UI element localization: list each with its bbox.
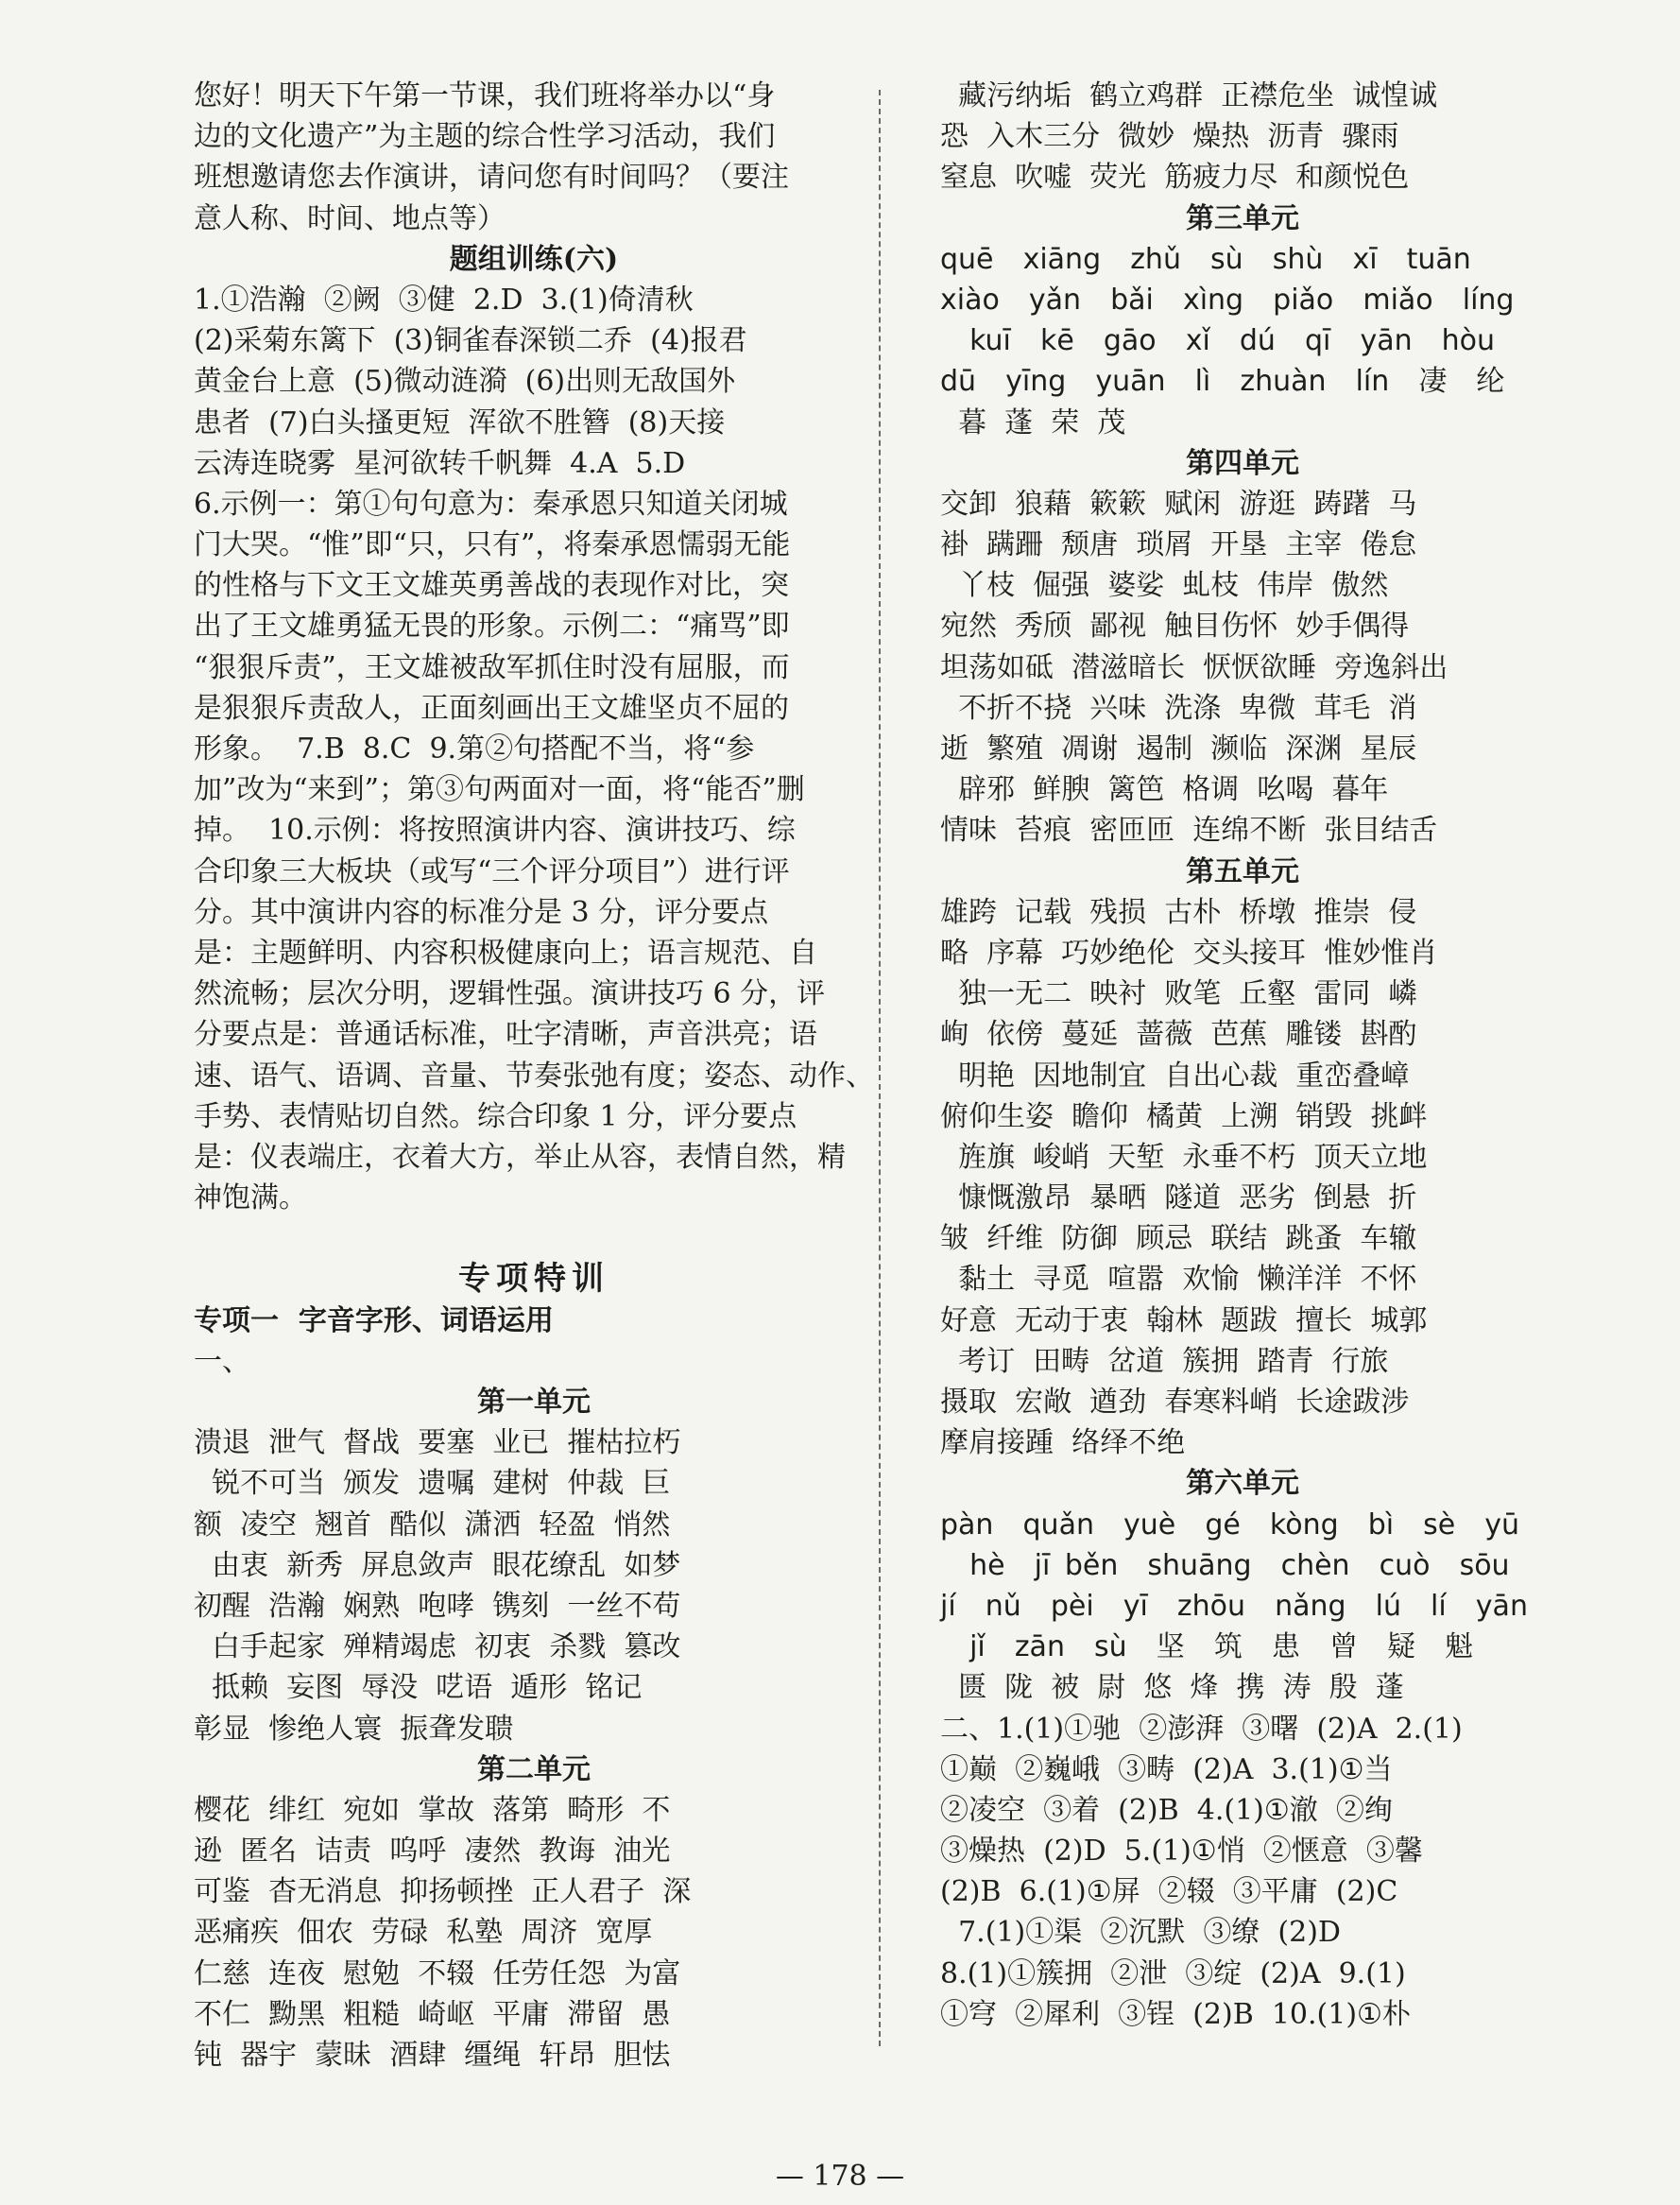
text-line: ①巅 ②巍峨 ③畴 (2)A 3.(1)①当 [940, 1752, 1393, 1786]
text-line: 由衷 新秀 屏息敛声 眼花缭乱 如梦 [194, 1548, 681, 1582]
text-line: ①穹 ②犀利 ③锃 (2)B 10.(1)①朴 [940, 1997, 1411, 2031]
section-heading: 专项特训 [458, 1260, 609, 1299]
text-line: 彰显 惨绝人寰 振聋发聩 [194, 1712, 514, 1746]
left-column [194, 76, 874, 2076]
text-line: dū yīng yuān lì zhuàn lín 凄 纶 [940, 365, 1505, 399]
text-line: 丫枝 倔强 婆娑 虬枝 伟岸 傲然 [940, 569, 1389, 603]
section-heading: 第五单元 [1186, 854, 1299, 888]
text-line: kuī kē gāo xǐ dú qī yān hòu [940, 324, 1496, 358]
text-line: 是：主题鲜明、内容积极健康向上；语言规范、自 [194, 936, 817, 970]
text-line: 一、 [194, 1344, 250, 1378]
text-line: 仁慈 连夜 慰勉 不辍 任劳任怨 为富 [194, 1956, 681, 1990]
text-line: 逊 匿名 诘责 呜呼 凄然 教诲 油光 [194, 1835, 671, 1869]
text-line: jǐ zān sù 坚 筑 患 曾 疑 魁 [940, 1630, 1474, 1664]
column-divider [879, 90, 881, 2046]
text-line: 合印象三大板块（或写“三个评分项目”）进行评 [194, 854, 790, 888]
text-line: 7.(1)①渠 ②沉默 ③缭 (2)D [940, 1916, 1341, 1950]
page-number: — 178 — [775, 2160, 905, 2193]
text-line: jí nǔ pèi yī zhōu nǎng lú lí yān [940, 1589, 1528, 1623]
text-line: 神饱满。 [194, 1181, 307, 1215]
text-line: 俯仰生姿 瞻仰 橘黄 上溯 销毁 挑衅 [940, 1099, 1428, 1133]
text-line: 皱 纤维 防御 顾忌 联结 跳蚤 车辙 [940, 1222, 1417, 1256]
text-line: 您好！明天下午第一节课，我们班将举办以“身 [194, 79, 776, 112]
text-line: 锐不可当 颁发 遗嘱 建树 仲裁 巨 [194, 1467, 671, 1501]
section-heading: 专项一 字音字形、词语运用 [194, 1303, 554, 1337]
right-column [940, 76, 1545, 2035]
text-line: 分要点是：普通话标准，吐字清晰，声音洪亮；语 [194, 1018, 817, 1052]
text-line: 匮 陇 被 尉 悠 烽 携 涛 殷 蓬 [940, 1671, 1404, 1705]
text-line: 患者 (7)白头搔更短 浑欲不胜簪 (8)天接 [194, 405, 726, 439]
text-line: 手势、表情贴切自然。综合印象 1 分，评分要点 [194, 1099, 797, 1133]
text-line: 不折不挠 兴味 洗涤 卑微 茸毛 消 [940, 691, 1417, 725]
text-line: 形象。 7.B 8.C 9.第②句搭配不当，将“参 [194, 732, 755, 766]
section-heading: 第四单元 [1186, 446, 1299, 480]
text-line: (2)采菊东篱下 (3)铜雀春深锁二乔 (4)报君 [194, 324, 747, 358]
text-line: 加”改为“来到”；第③句两面对一面，将“能否”删 [194, 773, 805, 807]
section-heading: 第一单元 [477, 1386, 591, 1419]
text-line: 峋 依傍 蔓延 蔷薇 芭蕉 雕镂 斟酌 [940, 1018, 1417, 1052]
text-line: (2)B 6.(1)①屏 ②辍 ③平庸 (2)C [940, 1875, 1398, 1909]
section-heading: 第三单元 [1186, 201, 1299, 235]
text-line: 掉。 10.示例：将按照演讲内容、演讲技巧、综 [194, 814, 796, 848]
text-line: 樱花 绯红 宛如 掌故 落第 畸形 不 [194, 1793, 671, 1827]
text-line: xiào yǎn bǎi xìng piǎo miǎo líng [940, 283, 1515, 317]
text-line: 坦荡如砥 潜滋暗长 恹恹欲睡 旁逸斜出 [940, 650, 1449, 684]
text-line: 旌旗 峻峭 天堑 永垂不朽 顶天立地 [940, 1140, 1428, 1174]
text-line: 分。其中演讲内容的标准分是 3 分，评分要点 [194, 895, 769, 929]
text-line: quē xiāng zhǔ sù shù xī tuān [940, 242, 1471, 276]
text-line: 然流畅；层次分明，逻辑性强。演讲技巧 6 分，评 [194, 977, 826, 1011]
text-line: 是狠狠斥责敌人，正面刻画出王文雄坚贞不屈的 [194, 691, 789, 725]
text-line: 出了王文雄勇猛无畏的形象。示例二：“痛骂”即 [194, 610, 790, 644]
text-line: 1.①浩瀚 ②阙 ③健 2.D 3.(1)倚清秋 [194, 283, 694, 317]
text-line: 黏土 寻觅 喧嚣 欢愉 懒洋洋 不怀 [940, 1263, 1417, 1297]
text-line: 钝 器宇 蒙昧 酒肆 缰绳 轩昂 胆怯 [194, 2039, 671, 2072]
text-line: 初醒 浩瀚 娴熟 咆哮 镌刻 一丝不苟 [194, 1589, 681, 1623]
text-line: hè jī běn shuāng chèn cuò sōu [940, 1548, 1510, 1582]
text-line: 是：仪表端庄，衣着大方，举止从容，表情自然，精 [194, 1140, 846, 1174]
section-heading: 题组训练(六) [449, 242, 619, 276]
section-heading: 第六单元 [1186, 1467, 1299, 1501]
text-line: 辟邪 鲜腴 篱笆 格调 吆喝 暮年 [940, 773, 1389, 807]
text-line: 恶痛疾 佃农 劳碌 私塾 周济 宽厚 [194, 1916, 653, 1950]
text-line: 速、语气、语调、音量、节奏张弛有度；姿态、动作、 [194, 1059, 874, 1093]
text-line: 独一无二 映衬 败笔 丘壑 雷同 嶙 [940, 977, 1417, 1011]
text-line: 慷慨激昂 暴晒 隧道 恶劣 倒悬 折 [940, 1181, 1417, 1215]
text-line: 明艳 因地制宜 自出心裁 重峦叠嶂 [940, 1059, 1410, 1093]
text-line: 二、1.(1)①驰 ②澎湃 ③曙 (2)A 2.(1) [940, 1712, 1463, 1746]
text-line: 窒息 吹嘘 荧光 筋疲力尽 和颜悦色 [940, 161, 1410, 195]
text-line: 藏污纳垢 鹤立鸡群 正襟危坐 诚惶诚 [940, 79, 1438, 112]
text-line: 抵赖 妄图 辱没 呓语 遁形 铭记 [194, 1671, 643, 1705]
section-heading: 第二单元 [477, 1752, 591, 1786]
text-line: 好意 无动于衷 翰林 题跋 擅长 城郭 [940, 1303, 1428, 1337]
text-line: 考订 田畴 岔道 簇拥 踏青 行旅 [940, 1344, 1389, 1378]
text-line: “狠狠斥责”，王文雄被敌军抓住时没有屈服，而 [194, 650, 790, 684]
text-line: 额 凌空 翘首 酷似 潇洒 轻盈 悄然 [194, 1507, 671, 1542]
text-line: ③燥热 (2)D 5.(1)①悄 ②惬意 ③馨 [940, 1835, 1423, 1869]
text-line: 门大哭。“惟”即“只，只有”，将秦承恩懦弱无能 [194, 528, 791, 562]
text-line: 情味 苔痕 密匝匝 连绵不断 张目结舌 [940, 814, 1438, 848]
text-line: 白手起家 殚精竭虑 初衷 杀戮 篡改 [194, 1630, 681, 1664]
text-line: 云涛连晓雾 星河欲转千帆舞 4.A 5.D [194, 446, 686, 480]
text-line: ②凌空 ③着 (2)B 4.(1)①澈 ②绚 [940, 1793, 1393, 1827]
text-line: 恐 入木三分 微妙 燥热 沥青 骤雨 [940, 120, 1399, 154]
text-line: 略 序幕 巧妙绝伦 交头接耳 惟妙惟肖 [940, 936, 1438, 970]
text-line: 溃退 泄气 督战 要塞 业已 摧枯拉朽 [194, 1426, 681, 1460]
text-line: pàn quǎn yuè gé kòng bì sè yū [940, 1507, 1520, 1542]
text-line: 不仁 黝黑 粗糙 崎岖 平庸 滞留 愚 [194, 1997, 671, 2031]
text-line [194, 1218, 874, 1259]
text-line: 摩肩接踵 络绎不绝 [940, 1426, 1186, 1460]
text-line: 可鉴 杳无消息 抑扬顿挫 正人君子 深 [194, 1875, 692, 1909]
text-line: 意人称、时间、地点等） [194, 201, 506, 235]
text-line: 雄跨 记载 残损 古朴 桥墩 推崇 侵 [940, 895, 1417, 929]
text-line: 黄金台上意 (5)微动涟漪 (6)出则无敌国外 [194, 365, 736, 399]
text-line: 暮 蓬 荣 茂 [940, 405, 1126, 439]
text-line: 交卸 狼藉 簌簌 赋闲 游逛 踌躇 马 [940, 487, 1417, 521]
text-line: 宛然 秀颀 鄙视 触目伤怀 妙手偶得 [940, 610, 1410, 644]
text-line: 班想邀请您去作演讲，请问您有时间吗？（要注 [194, 161, 789, 195]
text-line: 边的文化遗产”为主题的综合性学习活动，我们 [194, 120, 776, 154]
text-line: 6.示例一：第①句句意为：秦承恩只知道关闭城 [194, 487, 788, 521]
text-line: 的性格与下文王文雄英勇善战的表现作对比，突 [194, 569, 789, 603]
text-line: 8.(1)①簇拥 ②泄 ③绽 (2)A 9.(1) [940, 1956, 1406, 1990]
text-line: 褂 蹒跚 颓唐 琐屑 开垦 主宰 倦怠 [940, 528, 1417, 562]
text-line: 逝 繁殖 凋谢 遏制 濒临 深渊 星辰 [940, 732, 1417, 766]
text-line: 摄取 宏敞 遒劲 春寒料峭 长途跋涉 [940, 1386, 1410, 1419]
